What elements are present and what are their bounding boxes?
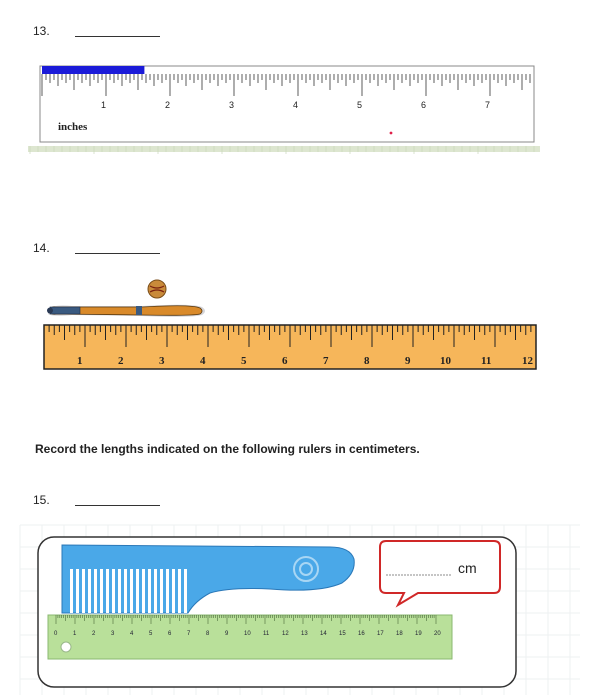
inch-tick-label-2: 2	[165, 100, 171, 110]
inches-unit-label: inches	[58, 121, 88, 133]
cm-ruler-label-1: 1	[73, 631, 77, 637]
cm-ruler-label-5: 5	[149, 631, 153, 637]
cm-unit-label: cm	[458, 560, 477, 576]
cm-ruler-label-17: 17	[377, 631, 384, 637]
bat-ruler-label-7: 7	[323, 355, 329, 367]
cm-ruler-label-0: 0	[54, 631, 58, 637]
cm-ruler-label-3: 3	[111, 631, 115, 637]
baseball-bat-icon	[47, 305, 205, 317]
cm-ruler-label-16: 16	[358, 631, 365, 637]
bat-ruler-label-5: 5	[241, 355, 247, 367]
bat-ruler-label-1: 1	[77, 355, 83, 367]
cm-ruler-label-2: 2	[92, 631, 96, 637]
bat-ruler-label-4: 4	[200, 355, 206, 367]
bat-ruler-label-8: 8	[364, 355, 370, 367]
bat-ruler-label-12: 12	[522, 355, 533, 367]
question-15-answer-line[interactable]	[75, 505, 160, 506]
cm-ruler-label-8: 8	[206, 631, 210, 637]
cm-ruler-label-12: 12	[282, 631, 289, 637]
question-13-number: 13.	[33, 24, 50, 38]
inch-tick-label-3: 3	[229, 100, 235, 110]
baseball-icon	[148, 280, 166, 298]
inch-tick-label-5: 5	[357, 100, 363, 110]
red-dot	[390, 132, 393, 135]
bat-ruler-label-10: 10	[440, 355, 451, 367]
question-14-answer-line[interactable]	[75, 253, 160, 254]
cm-ruler-label-11: 11	[263, 631, 270, 637]
cm-ruler-label-19: 19	[415, 631, 422, 637]
comb-ruler-figure	[20, 525, 580, 695]
bat-ruler-label-9: 9	[405, 355, 411, 367]
inch-tick-label-4: 4	[293, 100, 299, 110]
bat-ruler-label-11: 11	[481, 355, 492, 367]
cm-ruler-labels	[54, 631, 441, 637]
bat-ruler-label-2: 2	[118, 355, 124, 367]
question-15-number: 15.	[33, 493, 50, 507]
cm-ruler-label-20: 20	[434, 631, 441, 637]
bat-ruler-figure	[42, 276, 542, 376]
cm-ruler-label-13: 13	[301, 631, 308, 637]
cm-ruler-label-18: 18	[396, 631, 403, 637]
instruction-text: Record the lengths indicated on the following rulers in centimeters.	[35, 442, 420, 456]
inch-tick-label-7: 7	[485, 100, 491, 110]
question-13-answer-line[interactable]	[75, 36, 160, 37]
inches-ruler	[28, 62, 548, 162]
cm-ruler-label-10: 10	[244, 631, 251, 637]
cm-ruler-label-7: 7	[187, 631, 191, 637]
inch-tick-label-6: 6	[421, 100, 427, 110]
cm-ruler-label-9: 9	[225, 631, 229, 637]
cm-ruler-label-4: 4	[130, 631, 134, 637]
bat-ruler-label-3: 3	[159, 355, 165, 367]
cm-ruler-label-6: 6	[168, 631, 172, 637]
cm-ruler-label-15: 15	[339, 631, 346, 637]
bat-ruler-label-6: 6	[282, 355, 288, 367]
inches-ruler-highlight	[42, 66, 144, 74]
question-14-number: 14.	[33, 241, 50, 255]
cm-ruler-label-14: 14	[320, 631, 327, 637]
inch-tick-label-1: 1	[101, 100, 107, 110]
ruler-hole	[61, 642, 71, 652]
cm-ruler-body	[48, 615, 452, 659]
